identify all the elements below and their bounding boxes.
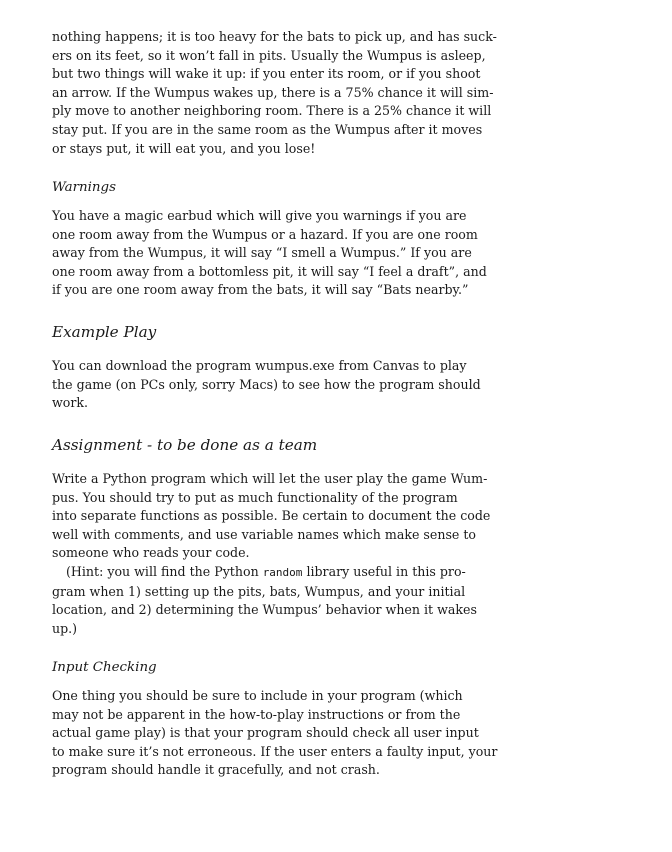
hint-text: library useful in this pro- — [302, 563, 466, 579]
warnings-paragraph — [52, 207, 487, 300]
text-line: ers on its feet, so it won’t fall in pits. Usually the Wumpus is asleep, — [52, 47, 486, 63]
warnings-heading: Warnings — [52, 180, 116, 195]
text-line: One thing you should be sure to include in your program (which — [52, 688, 463, 703]
assignment-paragraph — [52, 470, 490, 638]
text-line: nothing happens; it is too heavy for the bats to pick up, and has suck- — [52, 29, 497, 44]
text-line: an arrow. If the Wumpus wakes up, there is a 75% chance it will sim- — [52, 84, 494, 100]
text-line: one room away from the Wumpus or a hazard. If you are one room — [52, 226, 478, 242]
text-line: but two things will wake it up: if you enter its room, or if you shoot — [52, 66, 481, 82]
text-line: well with comments, and use variable names which make sense to — [52, 526, 477, 542]
example-play-paragraph — [52, 357, 481, 413]
text-line: location, and 2) determining the Wumpus’ behavior when it wakes — [52, 602, 477, 618]
text-line: You can download the program wumpus.exe from Canvas to play — [52, 358, 467, 373]
text-line: Write a Python program which will let the user play the game Wum- — [52, 471, 488, 486]
text-line: or stays put, it will eat you, and you lose! — [52, 140, 316, 156]
example-play-heading: Example Play — [52, 323, 157, 341]
text-line: stay put. If you are in the same room as the Wumpus after it moves — [52, 121, 483, 137]
hint-text: (Hint: you will find the Python — [66, 563, 263, 579]
text-line: one room away from a bottomless pit, it will say “I feel a draft”, and — [52, 263, 487, 279]
input-checking-paragraph — [52, 687, 497, 780]
code-random: random — [262, 565, 303, 579]
text-line: away from the Wumpus, it will say “I smell a Wumpus.” If you are — [52, 245, 472, 261]
text-line: gram when 1) setting up the pits, bats, Wumpus, and your initial — [52, 583, 466, 599]
assignment-heading: Assignment - to be done as a team — [52, 436, 318, 454]
text-line: if you are one room away from the bats, it will say “Bats nearby.” — [52, 282, 469, 298]
text-line: work. — [52, 395, 89, 411]
intro-paragraph — [52, 28, 497, 158]
text-line: You have a magic earbud which will give you warnings if you are — [52, 208, 467, 223]
text-line: to make sure it’s not erroneous. If the user enters a faulty input, your — [52, 743, 498, 759]
text-line: program should handle it gracefully, and not crash. — [52, 762, 380, 778]
text-line: actual game play) is that your program should check all user input — [52, 725, 479, 741]
text-line: up.) — [52, 620, 78, 636]
text-line: the game (on PCs only, sorry Macs) to see how the program should — [52, 376, 481, 392]
text-line: pus. You should try to put as much functionality of the program — [52, 489, 458, 505]
text-line: someone who reads your code. — [52, 545, 250, 561]
text-line: may not be apparent in the how-to-play instructions or from the — [52, 706, 461, 722]
input-checking-heading: Input Checking — [52, 660, 157, 675]
text-line: ply move to another neighboring room. There is a 25% chance it will — [52, 103, 492, 119]
text-line: into separate functions as possible. Be certain to document the code — [52, 508, 491, 524]
hint-line — [52, 563, 490, 583]
